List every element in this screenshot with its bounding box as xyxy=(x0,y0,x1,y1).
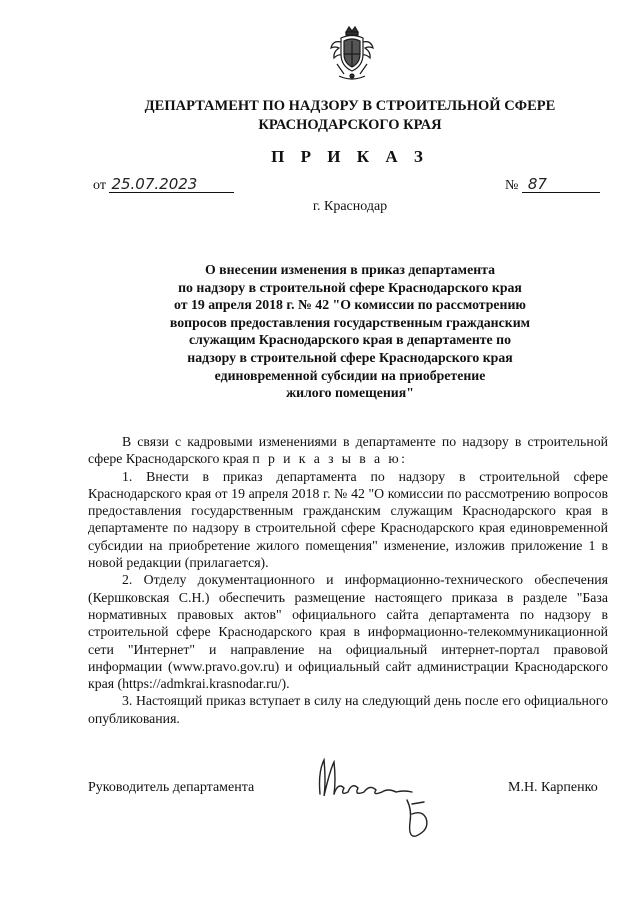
subject-line: по надзору в строительной сфере Краснодарского края xyxy=(178,279,522,295)
coat-of-arms-icon xyxy=(329,24,375,84)
date-value: 25.07.2023 xyxy=(109,176,234,193)
subject-line: от 19 апреля 2018 г. № 42 "О комиссии по рассмотрению xyxy=(174,297,526,313)
subject-line: надзору в строительной сфере Краснодарского края xyxy=(187,349,513,365)
order-subject xyxy=(60,261,640,402)
item-1: 1. Внести в приказ департамента по надзору в строительной сфере Краснодарского края от 19 апреля 2018 г. № 42 "О комиссии по рассмотрению вопросов предоставления государственным гражданским служащим Краснодарского края в департаменте по надзору в строительной сфере Краснодарского края единовременной субсидии на приобретение жилого помещения" изменение, изложив приложение 1 в новой редакции (прилагается). xyxy=(88,468,608,571)
department-line-1: ДЕПАРТАМЕНТ ПО НАДЗОРУ В СТРОИТЕЛЬНОЙ СФЕРЕ xyxy=(144,98,556,114)
handwritten-signature xyxy=(312,752,432,844)
number-field xyxy=(505,176,600,194)
number-prefix: № xyxy=(505,178,519,193)
order-body xyxy=(88,433,608,727)
subject-line: служащим Краснодарского края в департаменте по xyxy=(189,332,511,348)
department-name xyxy=(60,97,640,135)
item-3: 3. Настоящий приказ вступает в силу на следующий день после его официального опубликования. xyxy=(88,693,608,726)
intro-paragraph xyxy=(88,433,608,468)
subject-line: жилого помещения" xyxy=(286,385,414,401)
date-prefix: от xyxy=(93,178,106,193)
subject-line: О внесении изменения в приказ департамента xyxy=(205,262,495,277)
subject-line: вопросов предоставления государственным гражданским xyxy=(169,314,531,330)
number-value: 87 xyxy=(522,176,600,193)
document-type: П Р И К А З xyxy=(271,147,429,166)
item-2: 2. Отделу документационного и информационно-технического обеспечения (Кершковская С.Н.) обеспечить размещение настоящего приказа в разделе "База нормативных правовых актов" официального сайта департамента по надзору в строительной сфере Краснодарского края в информационно-телекоммуникационной сети "Интернет" и направление на официальный интернет-портал правовой информации (www.pravo.gov.ru) и официальный сайт администрации Краснодарского края (https://admkrai.krasnodar.ru/). xyxy=(88,572,608,692)
signatory-title: Руководитель департамента xyxy=(88,780,255,795)
department-line-2: КРАСНОДАРСКОГО КРАЯ xyxy=(258,117,442,133)
signatory-name: М.Н. Карпенко xyxy=(508,780,598,795)
order-verb: п р и к а з ы в а ю: xyxy=(252,451,408,467)
date-field xyxy=(93,176,234,194)
city: г. Краснодар xyxy=(312,199,388,214)
intro-text: В связи с кадровыми изменениями в департаменте по надзору в строительной сфере Краснодарского края xyxy=(88,434,608,467)
subject-line: единовременной субсидии на приобретение xyxy=(214,367,486,383)
